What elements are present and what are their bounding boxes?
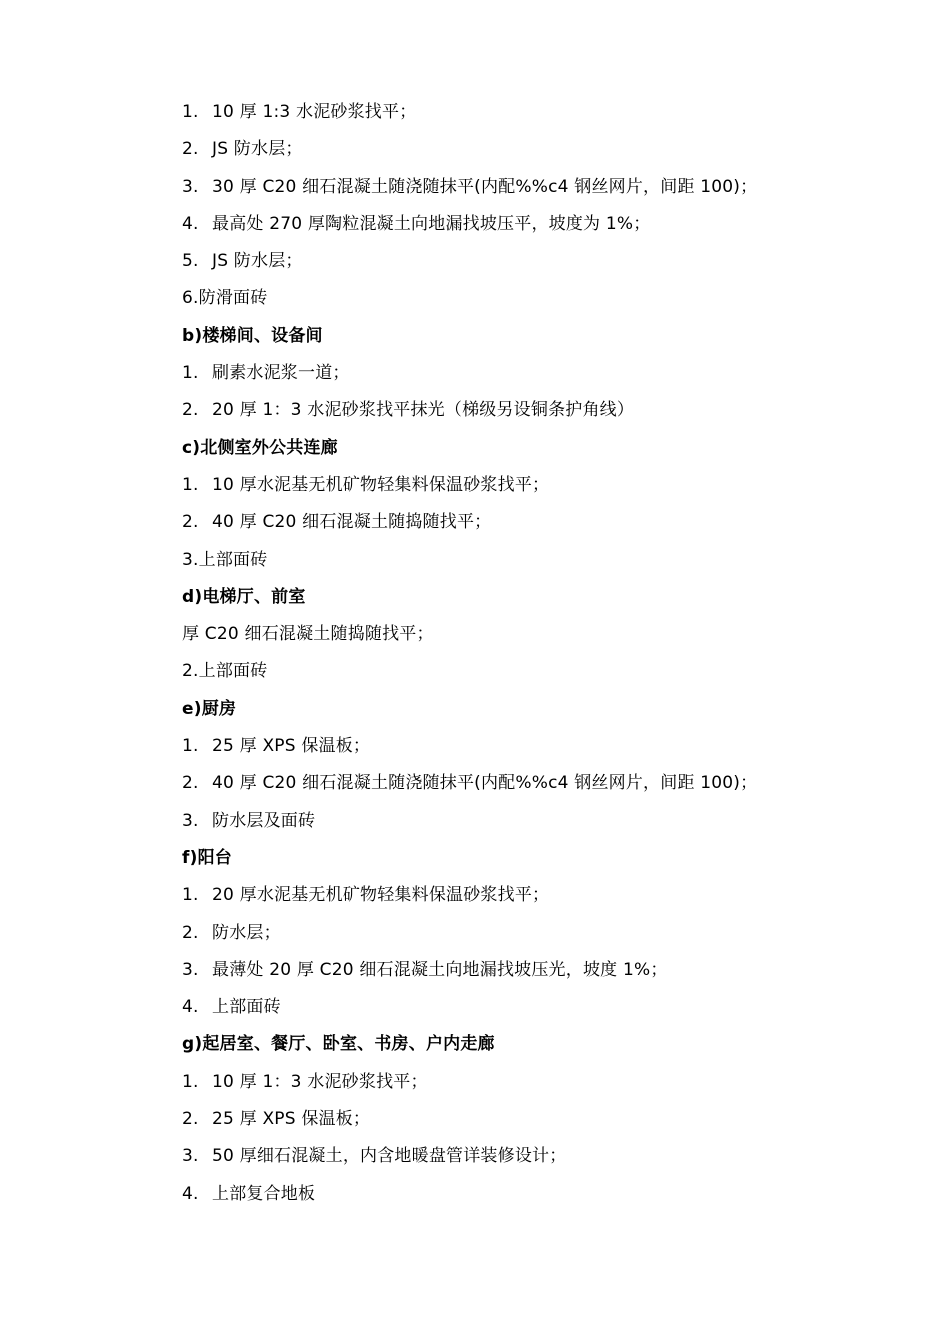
list-item: [182, 957, 902, 994]
list-item: [182, 770, 902, 807]
item-text: 最薄处 20 厚 C20 细石混凝土向地漏找坡压光，坡度 1%；: [212, 959, 668, 980]
list-item: [182, 920, 902, 957]
item-text: 20 厚 1：3 水泥砂浆找平抹光（梯级另设铜条护角线）: [212, 400, 635, 421]
item-number: 2.: [182, 139, 199, 160]
item-text: 50 厚细石混凝土，内含地暖盘管详装修设计；: [212, 1146, 567, 1167]
item-number: 1.: [182, 363, 199, 384]
list-item: [182, 994, 902, 1031]
item-number: 1.: [182, 474, 199, 495]
list-item: [182, 285, 902, 322]
item-text: 20 厚水泥基无机矿物轻集料保温砂浆找平；: [212, 885, 550, 906]
list-item: [182, 1143, 902, 1180]
item-number: 2.: [182, 661, 199, 682]
item-number: 4.: [182, 1183, 199, 1204]
item-text: 30 厚 C20 细石混凝土随浇随抹平(内配%%c4 钢丝网片，间距 100)；: [212, 176, 758, 197]
section-heading: [182, 584, 902, 621]
list-item: [182, 1069, 902, 1106]
item-text: 上部面砖: [212, 997, 281, 1018]
item-number: 3.: [182, 959, 199, 980]
list-item: [182, 882, 902, 919]
list-item: [182, 248, 902, 285]
item-text: 防水层；: [212, 922, 281, 943]
item-text: JS 防水层；: [212, 139, 303, 160]
item-number: 5.: [182, 251, 199, 272]
list-item: [182, 547, 902, 584]
list-item: [182, 397, 902, 434]
item-number: 2.: [182, 512, 199, 533]
item-text: 防水层及面砖: [212, 810, 316, 831]
item-text: 10 厚 1：3 水泥砂浆找平；: [212, 1071, 428, 1092]
item-text: 40 厚 C20 细石混凝土随捣随找平；: [212, 512, 492, 533]
item-text: 上部面砖: [198, 549, 268, 570]
item-text: 10 厚 1:3 水泥砂浆找平；: [212, 102, 417, 122]
item-text: JS 防水层；: [212, 251, 303, 272]
item-text: 上部面砖: [198, 661, 268, 682]
heading-text: e)厨房: [182, 698, 237, 719]
list-item: [182, 733, 902, 770]
item-number: 2.: [182, 773, 199, 794]
item-text: 厚 C20 细石混凝土随捣随找平；: [182, 624, 434, 645]
item-number: 3.: [182, 176, 199, 197]
item-number: 3.: [182, 1146, 199, 1167]
list-item: [182, 174, 902, 211]
item-number: 4.: [182, 997, 199, 1018]
item-number: 1.: [182, 102, 199, 122]
item-text: 防滑面砖: [198, 288, 268, 309]
section-heading: [182, 1031, 902, 1068]
list-item: [182, 1106, 902, 1143]
heading-text: g)起居室、餐厅、卧室、书房、户内走廊: [182, 1034, 495, 1055]
item-number: 1.: [182, 1071, 199, 1092]
section-heading: [182, 696, 902, 733]
item-number: 3.: [182, 810, 199, 831]
item-text: 10 厚水泥基无机矿物轻集料保温砂浆找平；: [212, 474, 550, 495]
list-item: [182, 658, 902, 695]
heading-text: c)北侧室外公共连廊: [182, 437, 338, 458]
heading-text: b)楼梯间、设备间: [182, 325, 323, 346]
list-item: [182, 1181, 902, 1218]
item-number: 4.: [182, 213, 199, 234]
list-item: [182, 808, 902, 845]
item-number: 1.: [182, 885, 199, 906]
item-text: 最高处 270 厚陶粒混凝土向地漏找坡压平，坡度为 1%；: [212, 213, 651, 234]
item-number: 2.: [182, 400, 199, 421]
section-heading: [182, 323, 902, 360]
list-item: [182, 211, 902, 248]
item-number: 1.: [182, 736, 199, 757]
heading-text: d)电梯厅、前室: [182, 586, 306, 607]
item-number: 2.: [182, 922, 199, 943]
list-item: [182, 99, 902, 136]
item-text: 上部复合地板: [212, 1183, 316, 1204]
heading-text: f)阳台: [182, 847, 232, 868]
list-item: [182, 472, 902, 509]
section-heading: [182, 435, 902, 472]
item-text: 25 厚 XPS 保温板；: [212, 1109, 371, 1130]
list-item: [182, 360, 902, 397]
item-number: 3.: [182, 549, 199, 570]
list-item: [182, 136, 902, 173]
item-text: 刷素水泥浆一道；: [212, 363, 350, 384]
item-number: 6.: [182, 288, 199, 309]
list-item: [182, 621, 902, 658]
section-heading: [182, 845, 902, 882]
item-text: 40 厚 C20 细石混凝土随浇随抹平(内配%%c4 钢丝网片，间距 100)；: [212, 773, 758, 794]
document-body: [182, 99, 902, 1218]
item-number: 2.: [182, 1109, 199, 1130]
item-text: 25 厚 XPS 保温板；: [212, 736, 371, 757]
list-item: [182, 509, 902, 546]
